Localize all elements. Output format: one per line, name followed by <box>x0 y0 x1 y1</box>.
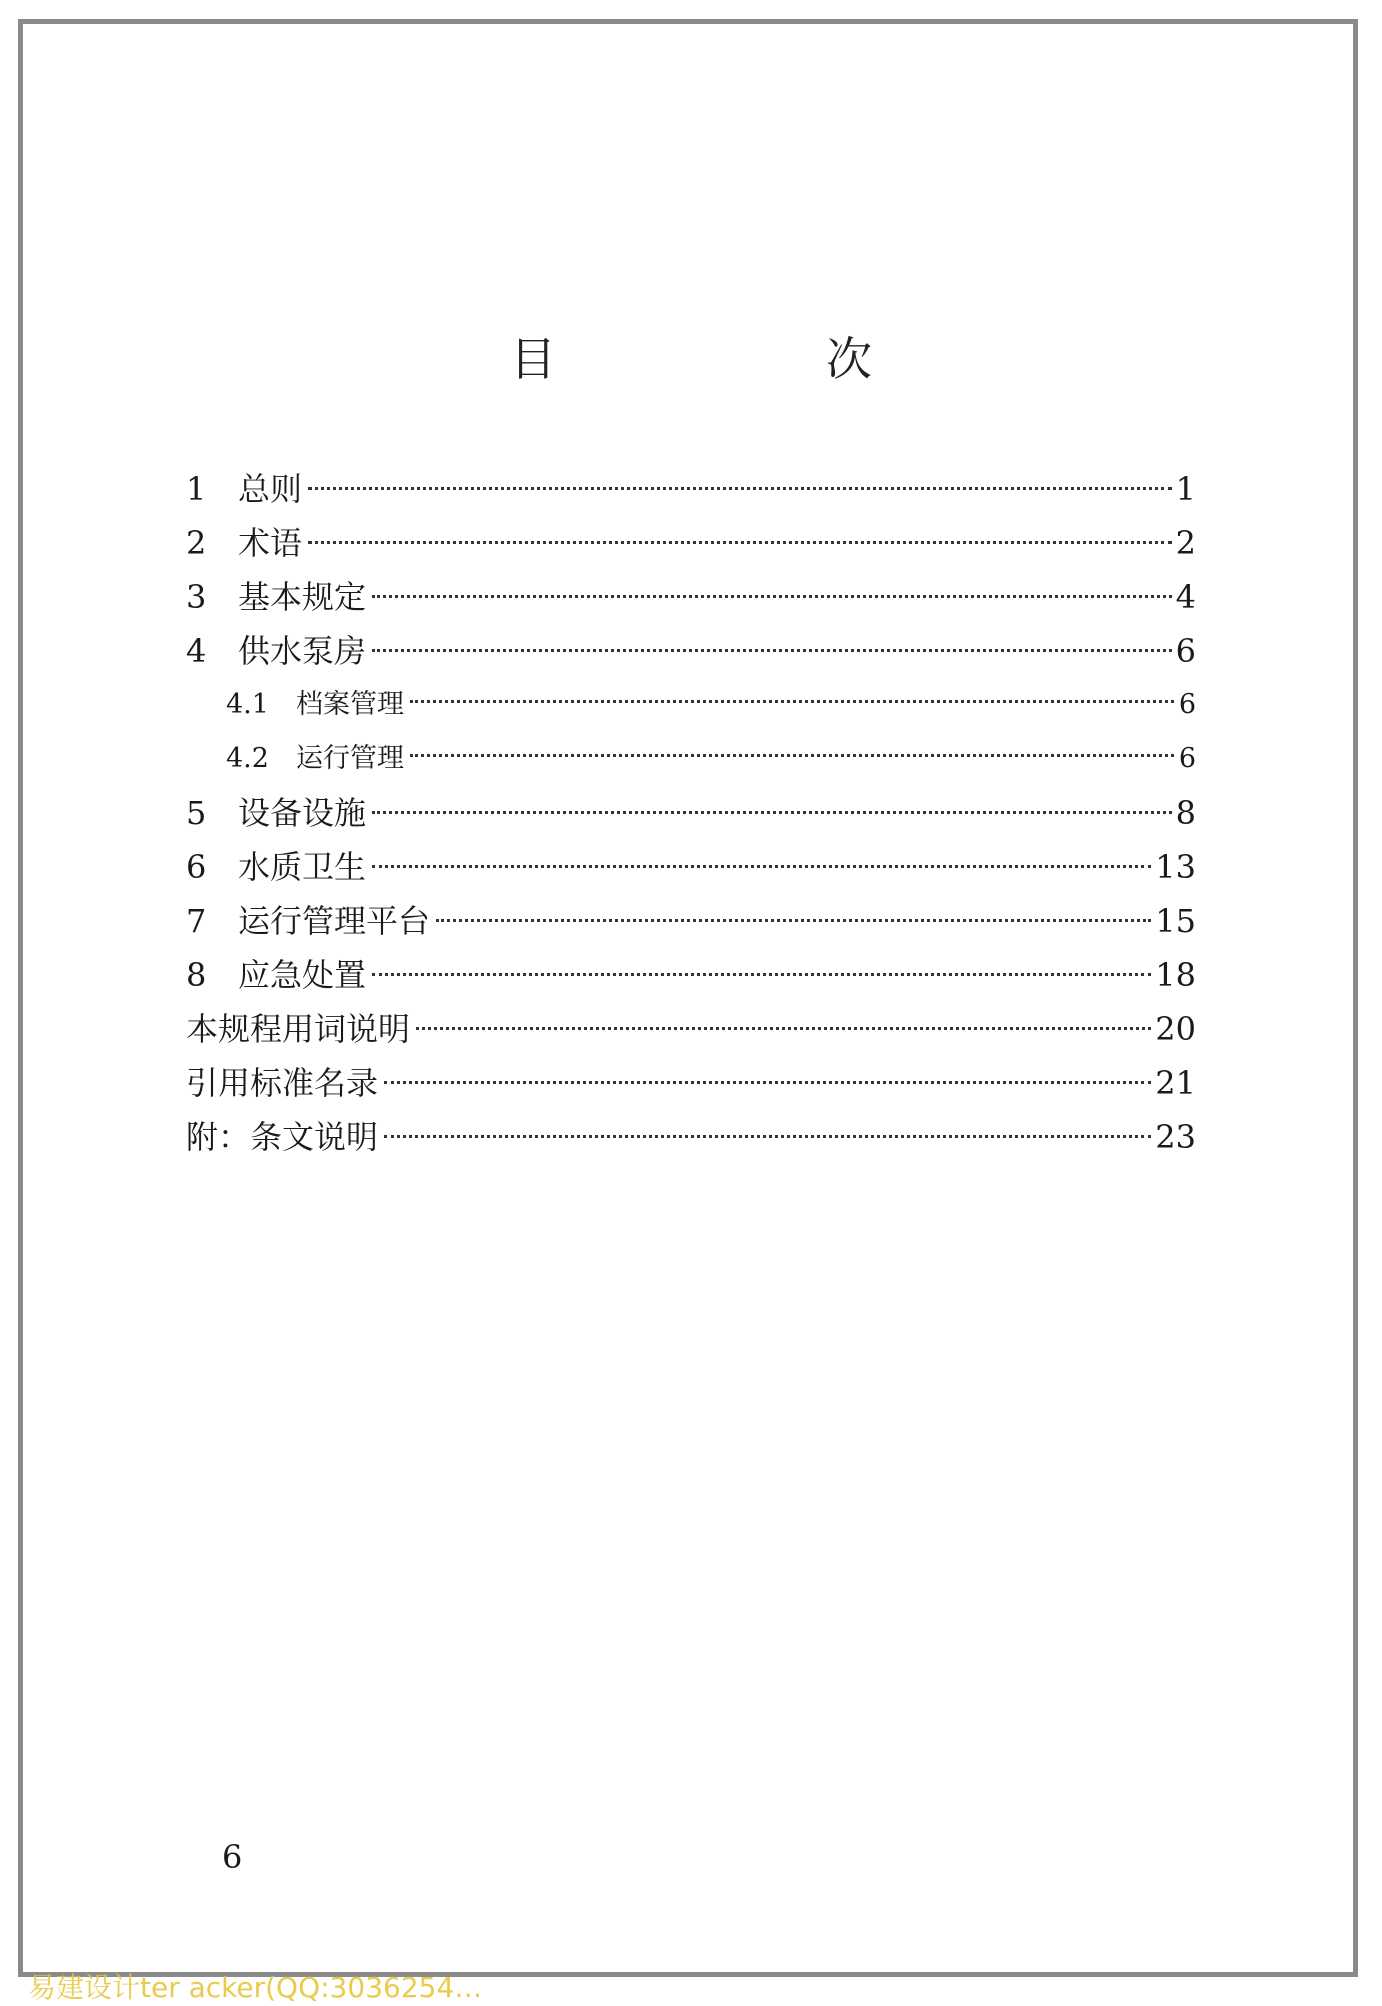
toc-leader-dots <box>372 973 1151 976</box>
toc-entry-label: 附：条文说明 <box>186 1118 379 1156</box>
toc-leader-dots <box>372 865 1151 868</box>
toc-leader-dots <box>384 1135 1151 1138</box>
toc-leader-dots <box>372 811 1172 814</box>
page-number: 6 <box>222 1838 243 1876</box>
toc-leader-dots <box>308 487 1172 490</box>
toc-title: 目 次 <box>510 332 984 386</box>
toc-entry-4-2[interactable] <box>186 732 1196 786</box>
toc-entry-label: 档案管理 <box>296 689 404 720</box>
toc-entry-number: 6 <box>186 848 207 886</box>
toc-entry-6[interactable] <box>186 840 1196 894</box>
toc-entry-label: 术语 <box>238 524 303 562</box>
toc-entry-label: 设备设施 <box>238 794 367 832</box>
toc-entry-number: 3 <box>186 578 207 616</box>
toc-entry-page: 13 <box>1155 848 1196 886</box>
toc-entry-page: 20 <box>1155 1010 1196 1048</box>
toc-entry-7[interactable] <box>186 894 1196 948</box>
watermark: 易建设计ter acker(QQ:3036254… <box>28 1971 483 2004</box>
toc-entry-referenced-standards[interactable] <box>186 1056 1196 1110</box>
toc-entry-number: 4 <box>186 632 207 670</box>
toc-leader-dots <box>410 700 1174 703</box>
toc-entry-number: 7 <box>186 902 207 940</box>
toc-leader-dots <box>308 541 1172 544</box>
toc-list <box>186 462 1196 1164</box>
toc-entry-label: 水质卫生 <box>238 848 367 886</box>
toc-entry-number: 2 <box>186 524 207 562</box>
toc-entry-page: 6 <box>1178 689 1196 720</box>
toc-entry-label: 总则 <box>238 470 303 508</box>
toc-entry-1[interactable] <box>186 462 1196 516</box>
toc-entry-4-1[interactable] <box>186 678 1196 732</box>
toc-entry-label: 运行管理 <box>296 743 404 774</box>
toc-entry-page: 8 <box>1175 794 1196 832</box>
toc-leader-dots <box>372 595 1172 598</box>
toc-leader-dots <box>384 1081 1151 1084</box>
toc-entry-4[interactable] <box>186 624 1196 678</box>
toc-entry-page: 4 <box>1175 578 1196 616</box>
toc-entry-page: 6 <box>1175 632 1196 670</box>
toc-entry-number: 8 <box>186 956 207 994</box>
toc-entry-3[interactable] <box>186 570 1196 624</box>
toc-entry-page: 23 <box>1155 1118 1196 1156</box>
toc-entry-number: 4.1 <box>226 689 269 720</box>
toc-entry-label: 基本规定 <box>238 578 367 616</box>
toc-entry-page: 1 <box>1175 470 1196 508</box>
toc-entry-label: 本规程用词说明 <box>186 1010 411 1048</box>
toc-entry-number: 5 <box>186 794 207 832</box>
toc-entry-page: 18 <box>1155 956 1196 994</box>
toc-leader-dots <box>372 649 1172 652</box>
toc-entry-wording-explanation[interactable] <box>186 1002 1196 1056</box>
toc-entry-label: 运行管理平台 <box>238 902 431 940</box>
toc-entry-label: 供水泵房 <box>238 632 367 670</box>
toc-entry-page: 15 <box>1155 902 1196 940</box>
toc-entry-page: 2 <box>1175 524 1196 562</box>
toc-entry-page: 6 <box>1178 743 1196 774</box>
toc-entry-2[interactable] <box>186 516 1196 570</box>
toc-entry-8[interactable] <box>186 948 1196 1002</box>
toc-entry-5[interactable] <box>186 786 1196 840</box>
toc-leader-dots <box>436 919 1151 922</box>
toc-leader-dots <box>416 1027 1151 1030</box>
toc-entry-label: 应急处置 <box>238 956 367 994</box>
toc-entry-label: 引用标准名录 <box>186 1064 379 1102</box>
toc-entry-number: 1 <box>186 470 207 508</box>
toc-entry-clause-explanation[interactable] <box>186 1110 1196 1164</box>
toc-entry-page: 21 <box>1155 1064 1196 1102</box>
toc-leader-dots <box>410 754 1174 757</box>
toc-entry-number: 4.2 <box>226 743 269 774</box>
